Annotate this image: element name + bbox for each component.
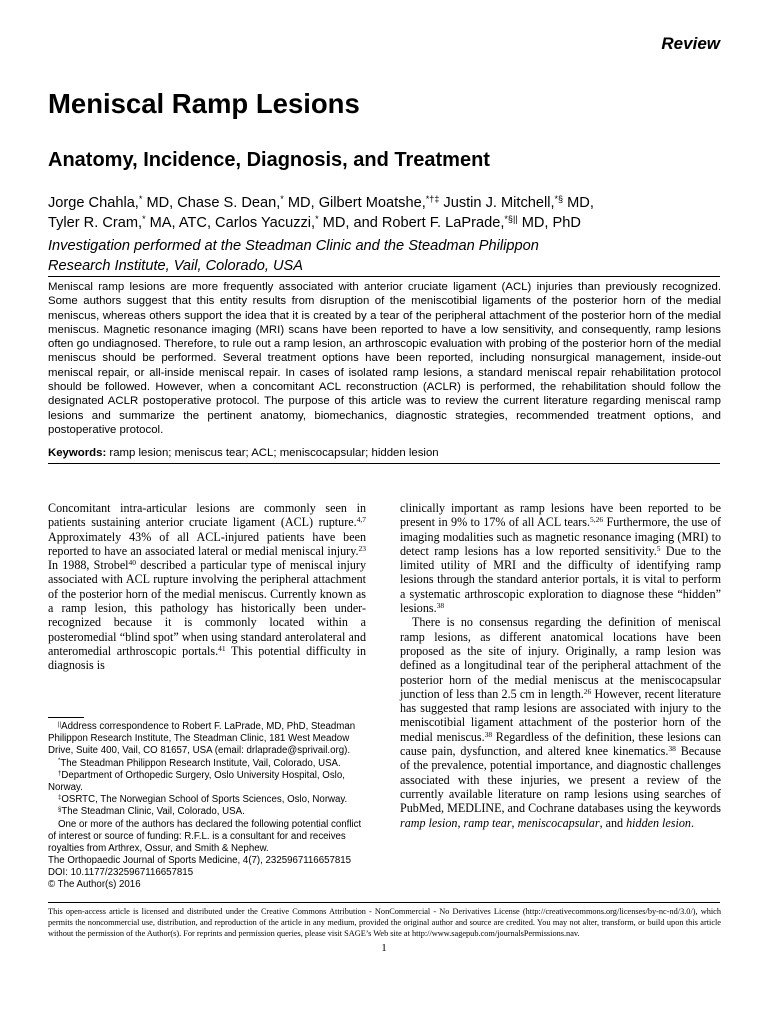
citation-ref: 38 — [484, 729, 493, 739]
footnotes — [48, 721, 368, 855]
keyword-term: ramp lesion — [400, 815, 458, 830]
author-line-1 — [48, 193, 738, 213]
body-text: Regardless of the definition, these lesions can cause pain, dysfunction, and altered knee kinematics. — [400, 729, 721, 759]
journal-info — [48, 855, 368, 892]
body-text: There is no consensus regarding the definition of meniscal ramp lesions, as different anatomical locations have been proposed as the site of injury. Originally, a ramp lesion was defined as a longitudinal tear of the peripheral attachment of the posterior horn of the medial meniscus at the meniscocapsular junction of less than 2.5 cm in length. — [400, 615, 721, 701]
author-text: Tyler R. Cram, — [48, 215, 143, 231]
citation-ref: 38 — [436, 600, 445, 610]
abstract: Meniscal ramp lesions are more frequently associated with anterior cruciate ligament (ACL) injuries than previously recognized. Some authors suggest that this entity results from disruption of the meniscotibial ligaments of the posterior horn of the medial meniscus, whereas others support the idea that it is created by a tear of the peripheral attachment of the posterior horn of the medial meniscus. Magnetic resonance imaging (MRI) scans have been reported to have a low sensitivity, and consequently, ramp lesions often go undiagnosed. Therefore, to rule out a ramp lesion, an arthroscopic evaluation with probing of the posterior horn of the medial meniscus should be performed. Several treatment options have been reported, including nonsurgical management, inside-out meniscal repair, or all-inside meniscal repair. In cases of isolated ramp lesions, a standard meniscal repair rehabilitation protocol should be followed. However, when a concomitant ACL reconstruction (ACLR) is performed, the rehabilitation should follow the designated ACLR postoperative protocol. The purpose of this article was to review the current literature regarding meniscal ramp lesions and summarize the pertinent anatomy, biomechanics, diagnostic strategies, recommended treatment options, and postoperative protocol. — [48, 281, 721, 436]
body-paragraph — [48, 501, 366, 673]
keywords-label: Keywords: — [48, 447, 107, 459]
author-text: MD, and Robert F. LaPrade, — [318, 215, 505, 231]
author-list — [48, 193, 738, 233]
footnote — [48, 819, 368, 856]
body-text: , and — [599, 815, 627, 830]
abstract-bottom-rule — [48, 463, 720, 464]
license-text: This open-access article is licensed and distributed under the Creative Commons Attribution - NonCommercial - No Derivatives License (http://creativecommons.org/licenses/by-nc-nd/3.0/), which permits the noncommercial use, distribution, and reproduction of the article in any medium, provided the original author and source are credited. You may not alter, transform, or build upon this article without the permission of the Author(s). For reprints and permission queries, please visit SAGE’s Web site at http://www.sagepub.com/journalsPermissions.nav. — [48, 907, 721, 939]
footnote — [48, 794, 368, 806]
author-affiliation-mark: *§|| — [504, 214, 518, 225]
footnote — [48, 721, 368, 758]
author-affiliation-mark: * — [138, 194, 143, 205]
body-text: However, recent literature has suggested that ramp lesions are associated with injury to the meniscotibial ligament attachment of the posterior horn of the medial meniscus. — [400, 686, 721, 744]
keywords-text: ramp lesion; meniscus tear; ACL; meniscocapsular; hidden lesion — [106, 447, 439, 459]
author-text: Justin J. Mitchell, — [439, 195, 555, 211]
author-text: MA, ATC, Carlos Yacuzzi, — [145, 215, 316, 231]
license-rule — [48, 902, 720, 903]
citation-ref: 23 — [358, 543, 366, 553]
affiliation-line-1: Investigation performed at the Steadman Clinic and the Steadman Philippon — [48, 238, 539, 254]
keywords — [48, 446, 721, 460]
footnote — [48, 770, 368, 794]
page-number: 1 — [381, 942, 387, 954]
body-column-left — [48, 501, 366, 673]
citation-ref: 26 — [583, 686, 592, 696]
body-column-right — [400, 501, 721, 830]
doi: DOI: 10.1177/2325967116657815 — [48, 867, 194, 879]
author-line-2 — [48, 213, 738, 233]
citation-ref: 4,7 — [356, 515, 366, 525]
affiliation-line-2: Research Institute, Vail, Colorado, USA — [48, 257, 303, 274]
footnote-text: Address correspondence to Robert F. LaPrade, MD, PhD, Steadman Philippon Research Institute, The Steadman Clinic, 181 West Meadow Drive, Suite 400, Vail, CO 81657, USA (email: drlaprade@sprivail.org). — [48, 721, 356, 757]
keyword-term: meniscocapsular — [517, 815, 600, 830]
footnote-rule — [48, 717, 84, 718]
citation-ref: 41 — [218, 643, 226, 653]
citation-ref: 38 — [668, 743, 676, 753]
body-text: , — [457, 815, 464, 830]
author-text: Jorge Chahla, — [48, 195, 139, 211]
footnote-text: OSRTC, The Norwegian School of Sports Sciences, Oslo, Norway. — [61, 794, 348, 806]
footnote-mark: || — [58, 721, 62, 728]
author-text: MD, PhD — [517, 215, 581, 231]
keyword-term: hidden lesion — [626, 815, 691, 830]
author-affiliation-mark: * — [280, 194, 284, 205]
body-text: Approximately 43% of all ACL-injured patients have been reported to have an associated lateral or medial meniscal injury. — [48, 529, 366, 558]
footnote-text: The Steadman Clinic, Vail, Colorado, USA. — [61, 806, 245, 818]
body-text: , — [511, 815, 518, 830]
footnote-text: The Steadman Philippon Research Institute, Vail, Colorado, USA. — [60, 757, 341, 769]
affiliation — [48, 237, 738, 276]
citation-ref: 40 — [128, 558, 137, 568]
body-text: This potential difficulty in diagnosis is — [48, 643, 366, 673]
author-text: MD, — [563, 195, 594, 211]
citation-ref: 5 — [656, 543, 661, 553]
author-affiliation-mark: * — [315, 214, 319, 225]
author-affiliation-mark: * — [142, 214, 146, 225]
journal-citation: The Orthopaedic Journal of Sports Medicine, 4(7), 2325967116657815 — [48, 855, 352, 866]
author-text: MD, Chase S. Dean, — [142, 195, 281, 211]
body-text: Furthermore, the use of imaging modalities such as magnetic resonance imaging (MRI) to detect ramp lesions has a low reported sensitivity. — [400, 515, 721, 558]
citation-ref: 5,26 — [589, 515, 604, 525]
author-affiliation-mark: *§ — [554, 194, 564, 205]
footnote-mark: † — [58, 770, 62, 777]
body-text: . — [690, 815, 694, 830]
body-paragraph — [400, 501, 721, 615]
body-text: Due to the limited utility of MRI and the difficulty of identifying ramp lesions through the standard anterior portals, it is vital to perform a systematic arthroscopic exploration to diagnose these “hidden” lesions. — [400, 543, 721, 616]
section-label: Review — [661, 34, 720, 53]
body-text: Because of the prevalence, potential importance, and diagnostic challenges associated with these injuries, we present a review of the currently available literature on ramp lesions using searches of PubMed, MEDLINE, and Cochrane databases using the keywords — [400, 744, 721, 816]
footnote — [48, 758, 368, 770]
author-text: MD, Gilbert Moatshe, — [283, 195, 426, 211]
footnote-text: One or more of the authors has declared the following potential conflict of interest or source of funding: R.F.L. is a consultant for and receives royalties from Arthrex, Ossur, and Smith & Nephew. — [48, 818, 362, 855]
body-text: described a particular type of meniscal injury associated with ACL rupture involving the peripheral attachment of the posterior horn of the medial meniscus. Currently known as a ramp lesion, this pathology has historically been under-recognized because it is commonly located within a posteromedial “blind spot” when using standard anterolateral and anteromedial arthroscopic portals. — [48, 558, 366, 658]
footnote-mark: § — [58, 807, 62, 814]
body-paragraph — [400, 615, 721, 829]
abstract-top-rule — [48, 276, 720, 277]
copyright: © The Author(s) 2016 — [48, 879, 141, 891]
body-text: In 1988, Strobel — [48, 558, 129, 573]
keyword-term: ramp tear — [463, 815, 512, 830]
author-affiliation-mark: *†‡ — [425, 194, 440, 205]
footnote-mark: ‡ — [58, 794, 62, 801]
footnote-mark: * — [58, 758, 61, 765]
footnote-text: Department of Orthopedic Surgery, Oslo University Hospital, Oslo, Norway. — [48, 769, 345, 794]
body-text: Concomitant intra-articular lesions are commonly seen in patients sustaining anterior cruciate ligament (ACL) rupture. — [48, 501, 366, 530]
article-subtitle: Anatomy, Incidence, Diagnosis, and Treatment — [48, 149, 490, 171]
body-text: clinically important as ramp lesions have been reported to be present in 9% to 17% of all ACL tears. — [400, 501, 721, 530]
article-title: Meniscal Ramp Lesions — [48, 88, 360, 119]
footnote — [48, 806, 368, 818]
